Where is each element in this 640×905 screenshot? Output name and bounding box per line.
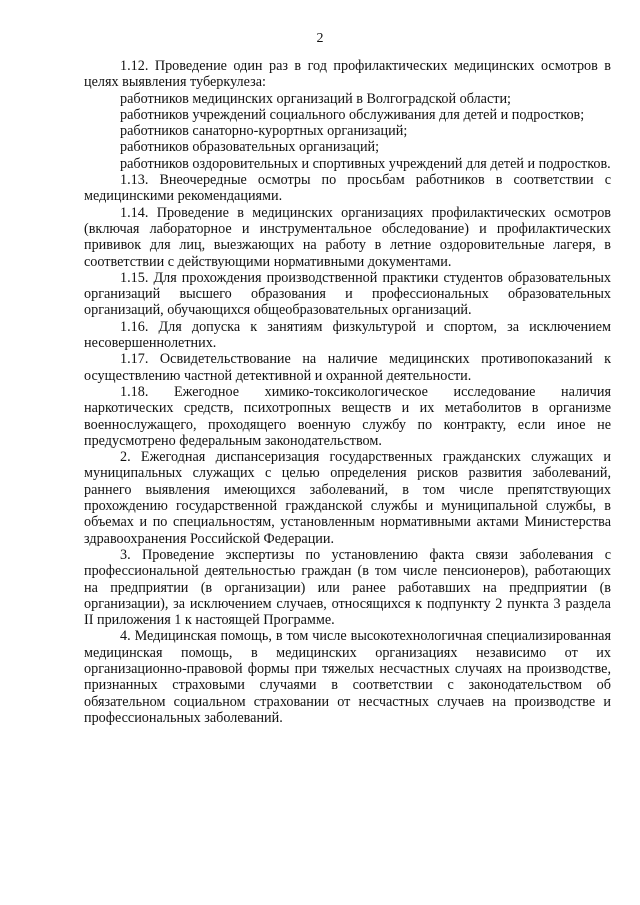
- list-item-medical-workers: работников медицинских организаций в Волгоградской области;: [120, 90, 511, 107]
- document-body: [84, 58, 611, 726]
- paragraph-3: 3. Проведение экспертизы по установлению факта связи заболевания с профессиональной деятельностью граждан (в том числе пенсионеров), работающих на предприятии (в организации) или ранее работавших на предприятии (в организации), за исключением случаев, относящихся к подпункту 2 пункта 3 раздела II приложения 1 к настоящей Программе.: [84, 546, 611, 629]
- paragraph-2: 2. Ежегодная диспансеризация государственных гражданских служащих и муниципальных служащих с целью определения рисков развития заболеваний, раннего выявления имеющихся заболеваний, в том числе препятствующих прохождению государственной гражданской службы и муниципальной службы, в объемах и по специальностям, установленным нормативными актами Министерства здравоохранения Российской Федерации.: [84, 449, 611, 547]
- paragraph-1-14: 1.14. Проведение в медицинских организациях профилактических осмотров (включая лабораторное и инструментальное обследование) и профилактических прививок для лиц, выезжающих на работу в летние оздоровительные лагеря, в соответствии с действующими нормативными документами.: [84, 204, 611, 270]
- list-item-education-workers: работников образовательных организаций;: [120, 139, 380, 156]
- paragraph-4: 4. Медицинская помощь, в том числе высокотехнологичная специализированная медицинская помощь, в медицинских организациях независимо от их организационно-правовой формы при тяжелых несчастных случаях на производстве, признанных страховыми случаями в соответствии с законодательством об обязательном социальном страховании от несчастных случаев на производстве и профессиональных заболеваний.: [84, 628, 611, 726]
- list-item-sanatorium-workers: работников санаторно-курортных организаций;: [120, 123, 408, 140]
- list-item-sports-workers: работников оздоровительных и спортивных учреждений для детей и подростков.: [120, 155, 611, 172]
- list-item-social-service-workers: работников учреждений социального обслуживания для детей и подростков;: [120, 106, 585, 123]
- paragraph-1-12: 1.12. Проведение один раз в год профилактических медицинских осмотров в целях выявления туберкулеза:: [84, 58, 611, 91]
- paragraph-1-18: 1.18. Ежегодное химико-токсикологическое исследование наличия наркотических средств, психотропных веществ и их метаболитов в организме военнослужащего, проходящего военную службу по контракту, если иное не предусмотрено федеральным законодательством.: [84, 383, 611, 449]
- page-number: 2: [316, 31, 324, 46]
- paragraph-1-13: 1.13. Внеочередные осмотры по просьбам работников в соответствии с медицинскими рекомендациями.: [84, 172, 611, 205]
- paragraph-1-17: 1.17. Освидетельствование на наличие медицинских противопоказаний к осуществлению частной детективной и охранной деятельности.: [84, 351, 611, 384]
- paragraph-1-15: 1.15. Для прохождения производственной практики студентов образовательных организаций высшего образования и профессиональных образовательных организаций, обучающихся общеобразовательных организаций.: [84, 269, 611, 319]
- paragraph-1-16: 1.16. Для допуска к занятиям физкультурой и спортом, за исключением несовершеннолетних.: [84, 318, 611, 352]
